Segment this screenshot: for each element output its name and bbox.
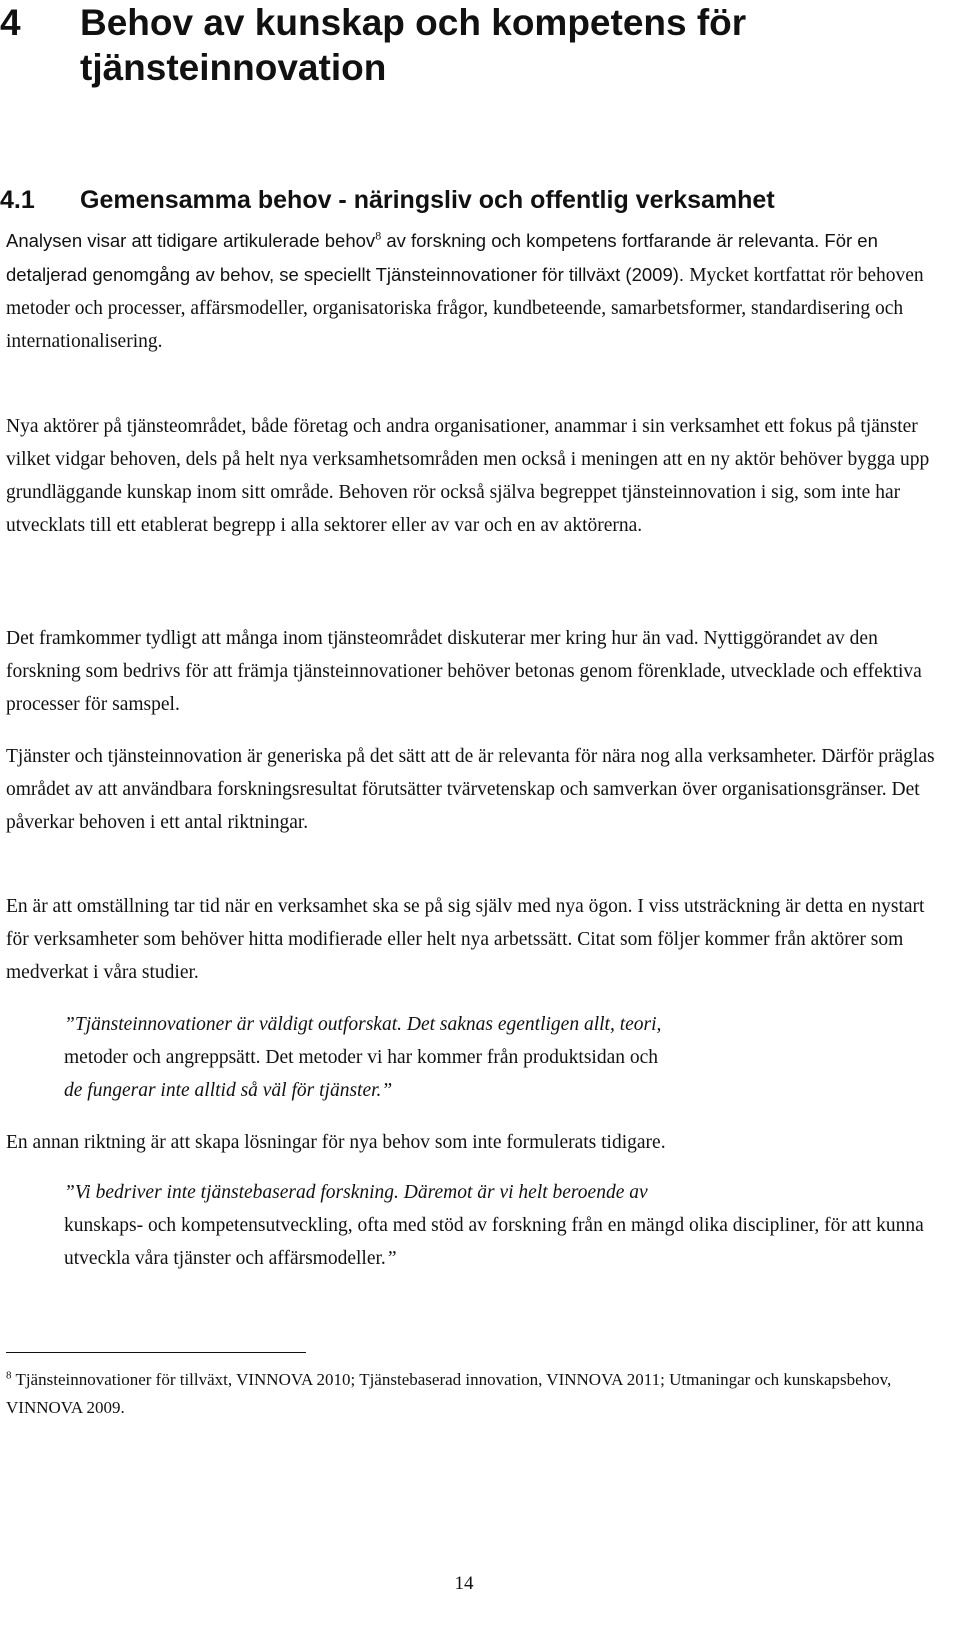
quote-1: [64, 1008, 924, 1107]
section-number: 4.1: [0, 186, 35, 214]
footnote-divider: [6, 1352, 306, 1353]
paragraph-1-part-b: av forskning och kompetens fortfarande är relevanta. För en detaljerad genomgång av behov, se speciellt Tjänsteinnovationer för tillväxt (2009).: [6, 230, 878, 285]
footnote-ref: 8: [375, 228, 382, 243]
chapter-number: 4: [0, 2, 21, 43]
quote-1-italic-end: de fungerar inte alltid så väl för tjänster.”: [64, 1080, 393, 1101]
chapter-title-line1: Behov av kunskap och kompetens för: [80, 2, 747, 43]
chapter-heading: [0, 0, 950, 90]
paragraph-5: En är att omställning tar tid när en verksamhet ska se på sig själv med nya ögon. I viss utsträckning är detta en nystart för verksamheter som behöver hitta modifierade eller helt nya arbetssätt. Citat som följer kommer från aktörer som medverkat i våra studier.: [6, 896, 925, 983]
paragraph-2: Nya aktörer på tjänsteområdet, både företag och andra organisationer, anammar i sin verksamhet ett fokus på tjänster vilket vidgar behoven, dels på helt nya verksamhetsområden men också i meningen att en ny aktör behöver bygga upp grundläggande kunskap inom sitt område. Behoven rör också själva begreppet tjänsteinnovation i sig, som inte har utvecklats till ett etablerat begrepp i alla sektorer eller av var och en av aktörerna.: [6, 416, 930, 536]
quote-2: [64, 1176, 924, 1275]
paragraph-1-part-c: Mycket kortfattat rör behoven metoder och processer, affärsmodeller, organisatoriska frågor, kundbeteende, samarbetsformer, standardisering och internationalisering.: [6, 265, 924, 352]
paragraph-3: Det framkommer tydligt att många inom tjänsteområdet diskuterar mer kring hur än vad. Nyttiggörandet av den forskning som bedrivs för att främja tjänsteinnovationer behöver betonas genom förenklade, utvecklade och effektiva processer för samspel.: [6, 628, 922, 715]
quote-2-italic: ”Vi bedriver inte tjänstebaserad forskning. Däremot är vi helt beroende av: [64, 1182, 648, 1203]
section-heading: [0, 184, 960, 216]
quote-2-italic-end: ”: [385, 1248, 397, 1269]
paragraph-4: Tjänster och tjänsteinnovation är generiska på det sätt att de är relevanta för nära nog alla verksamheter. Därför präglas området av att användbara forskningsresultat förutsätter tvärvetenskap och samverkan över organisationsgränser. Det påverkar behoven i ett antal riktningar.: [6, 746, 935, 833]
paragraph-1: [6, 224, 936, 358]
footnote-text: Tjänsteinnovationer för tillväxt, VINNOVA 2010; Tjänstebaserad innovation, VINNOVA 2011; Utmaningar och kunskapsbehov, VINNOVA 2009.: [6, 1370, 892, 1417]
chapter-title-line2: tjänsteinnovation: [80, 47, 387, 88]
quote-2-plain: kunskaps- och kompetensutveckling, ofta med stöd av forskning från en mängd olika discipliner, för att kunna utveckla våra tjänster och affärsmodeller.: [64, 1215, 924, 1269]
footnote: [6, 1366, 936, 1422]
section-title: Gemensamma behov - näringsliv och offentlig verksamhet: [80, 186, 775, 214]
paragraph-6: En annan riktning är att skapa lösningar för nya behov som inte formulerats tidigare.: [6, 1132, 666, 1153]
quote-1-plain: metoder och angreppsätt. Det metoder vi har kommer från produktsidan och: [64, 1047, 659, 1068]
quote-1-italic: ”Tjänsteinnovationer är väldigt outforskat. Det saknas egentligen allt, teori,: [64, 1014, 662, 1035]
page-number: 14: [454, 1573, 474, 1594]
footnote-number: 8: [6, 1369, 12, 1382]
paragraph-1-part-a: Analysen visar att tidigare artikulerade behov: [6, 230, 376, 251]
